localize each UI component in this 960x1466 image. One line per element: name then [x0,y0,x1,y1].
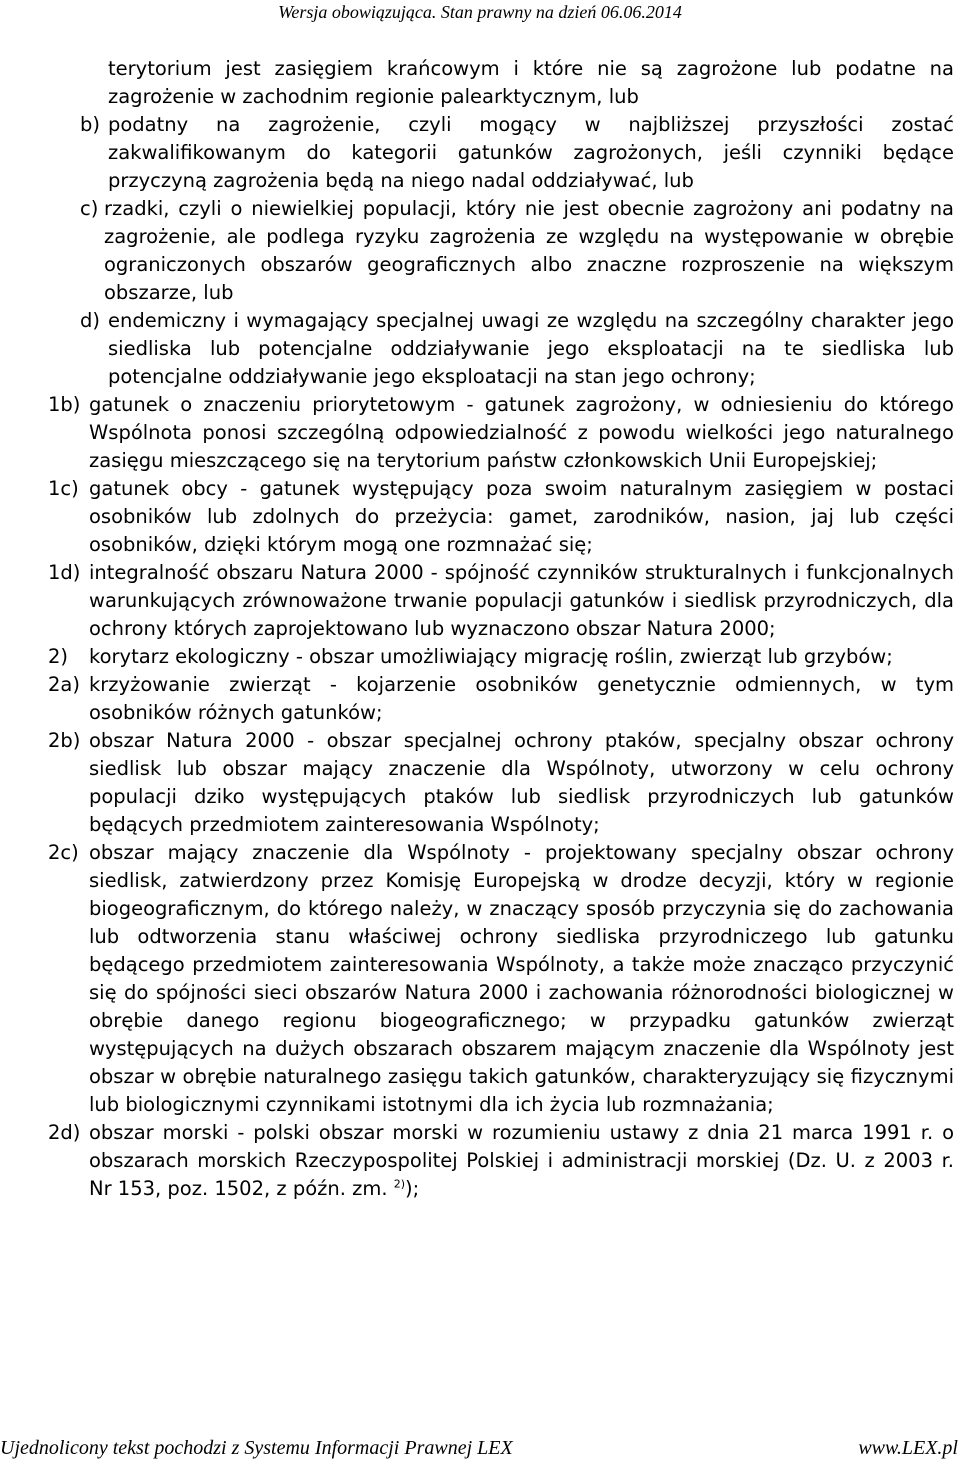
document-body [0,55,960,1203]
definition-label: 1c) [48,477,79,500]
definition-text: obszar Natura 2000 - obszar specjalnej ochrony ptaków, specjalny obszar ochrony siedlisk lub obszar mający znaczenie dla Wspólnoty, utworzony w celu ochrony populacji dziko występujących ptaków lub siedlisk przyrodniczych lub gatunków będących przedmiotem zainteresowania Wspólnoty; [89,729,954,836]
definition-b [0,111,960,195]
definition-text: endemiczny i wymagający specjalnej uwagi ze względu na szczególny charakter jego siedliska lub potencjalne oddziaływanie jego eksploatacji na te siedliska lub potencjalne oddziaływanie jego eksploatacji na stan jego ochrony; [108,309,954,388]
definition-2a [0,671,960,727]
definition-text [89,1119,954,1203]
definition-text-tail: ); [405,1177,420,1200]
definition-label: c) [80,197,99,220]
footer [0,1437,960,1461]
definition-text: korytarz ekologiczny - obszar umożliwiający migrację roślin, zwierząt lub grzybów; [89,645,893,668]
footnote-reference: 2) [393,1177,406,1191]
definition-label: 2a) [48,673,80,696]
definition-text: rzadki, czyli o niewielkiej populacji, który nie jest obecnie zagrożony ani podatny na zagrożenie, ale podlega ryzyku zagrożenia ze względu na występowanie w obrębie ograniczonych obszarów geograficznych albo znaczne rozproszenie na większym obszarze, lub [104,197,954,304]
definition-1d [0,559,960,643]
definition-text: krzyżowanie zwierząt - kojarzenie osobników genetycznie odmiennych, w tym osobników różnych gatunków; [89,673,954,724]
definition-label: 1b) [48,393,81,416]
definition-text: podatny na zagrożenie, czyli mogący w najbliższej przyszłości zostać zakwalifikowanym do kategorii gatunków zagrożonych, jeśli czynniki będące przyczyną zagrożenia będą na niego nadal oddziaływać, lub [108,113,954,192]
definition-label: 1d) [48,561,81,584]
definition-label: 2) [48,645,69,668]
definition-2 [0,643,960,671]
definition-d [0,307,960,391]
definition-text: obszar mający znaczenie dla Wspólnoty - projektowany specjalny obszar ochrony siedlisk, zatwierdzony przez Komisję Europejską w drodze decyzji, który w regionie biogeograficznym, do którego należy, w znaczący sposób przyczynia się do zachowania lub odtworzenia stanu właściwej ochrony siedliska przyrodniczego lub gatunku będącego przedmiotem zainteresowania Wspólnoty, a także może znacząco przyczynić się do spójności sieci obszarów Natura 2000 i zachowania różnorodności biologicznej w obrębie danego regionu biogeograficznego; w przypadku gatunków zwierząt występujących na dużych obszarach obszarem mającym znaczenie dla Wspólnoty jest obszar w obrębie naturalnego zasięgu takich gatunków, charakteryzujący się fizycznymi lub biologicznymi czynnikami istotnymi dla ich życia lub rozmnażania; [89,841,954,1116]
definition-2d [0,1119,960,1203]
definition-c [0,195,960,307]
definition-text-body: obszar morski - polski obszar morski w rozumieniu ustawy z dnia 21 marca 1991 r. o obszarach morskich Rzeczypospolitej Polskiej i administracji morskiej (Dz. U. z 2003 r. Nr 153, poz. 1502, z późn. zm. [89,1121,954,1200]
definition-label: b) [80,113,100,136]
definition-label: 2d) [48,1121,81,1144]
definition-text: gatunek obcy - gatunek występujący poza swoim naturalnym zasięgiem w postaci osobników lub zdolnych do przeżycia: gamet, zarodników, nasion, jaj lub części osobników, dzięki którym mogą one rozmnażać się; [89,477,954,556]
definition-1c [0,475,960,559]
definition-text: gatunek o znaczeniu priorytetowym - gatunek zagrożony, w odniesieniu do którego Wspólnota ponosi szczególną odpowiedzialność z powodu wielkości jego naturalnego zasięgu mieszczącego się na terytorium państw członkowskich Unii Europejskiej; [89,393,954,472]
definition-text: terytorium jest zasięgiem krańcowym i które nie są zagrożone lub podatne na zagrożenie w zachodnim regionie palearktycznym, lub [108,57,954,108]
definition-1b [0,391,960,475]
footer-source-note: Ujednolicony tekst pochodzi z Systemu Informacji Prawnej LEX [0,1437,513,1459]
definition-2c [0,839,960,1119]
definition-text: integralność obszaru Natura 2000 - spójność czynników strukturalnych i funkcjonalnych warunkujących zrównoważone trwanie populacji gatunków i siedlisk przyrodniczych, dla ochrony których zaprojektowano lub wyznaczono obszar Natura 2000; [89,561,954,640]
footer-site-link[interactable]: www.LEX.pl [858,1437,958,1459]
definition-label: 2b) [48,729,81,752]
definition-a-continuation [0,55,960,111]
definition-2b [0,727,960,839]
document-version-header: Wersja obowiązująca. Stan prawny na dzień 06.06.2014 [278,2,682,22]
definition-label: d) [80,309,100,332]
definition-label: 2c) [48,841,79,864]
